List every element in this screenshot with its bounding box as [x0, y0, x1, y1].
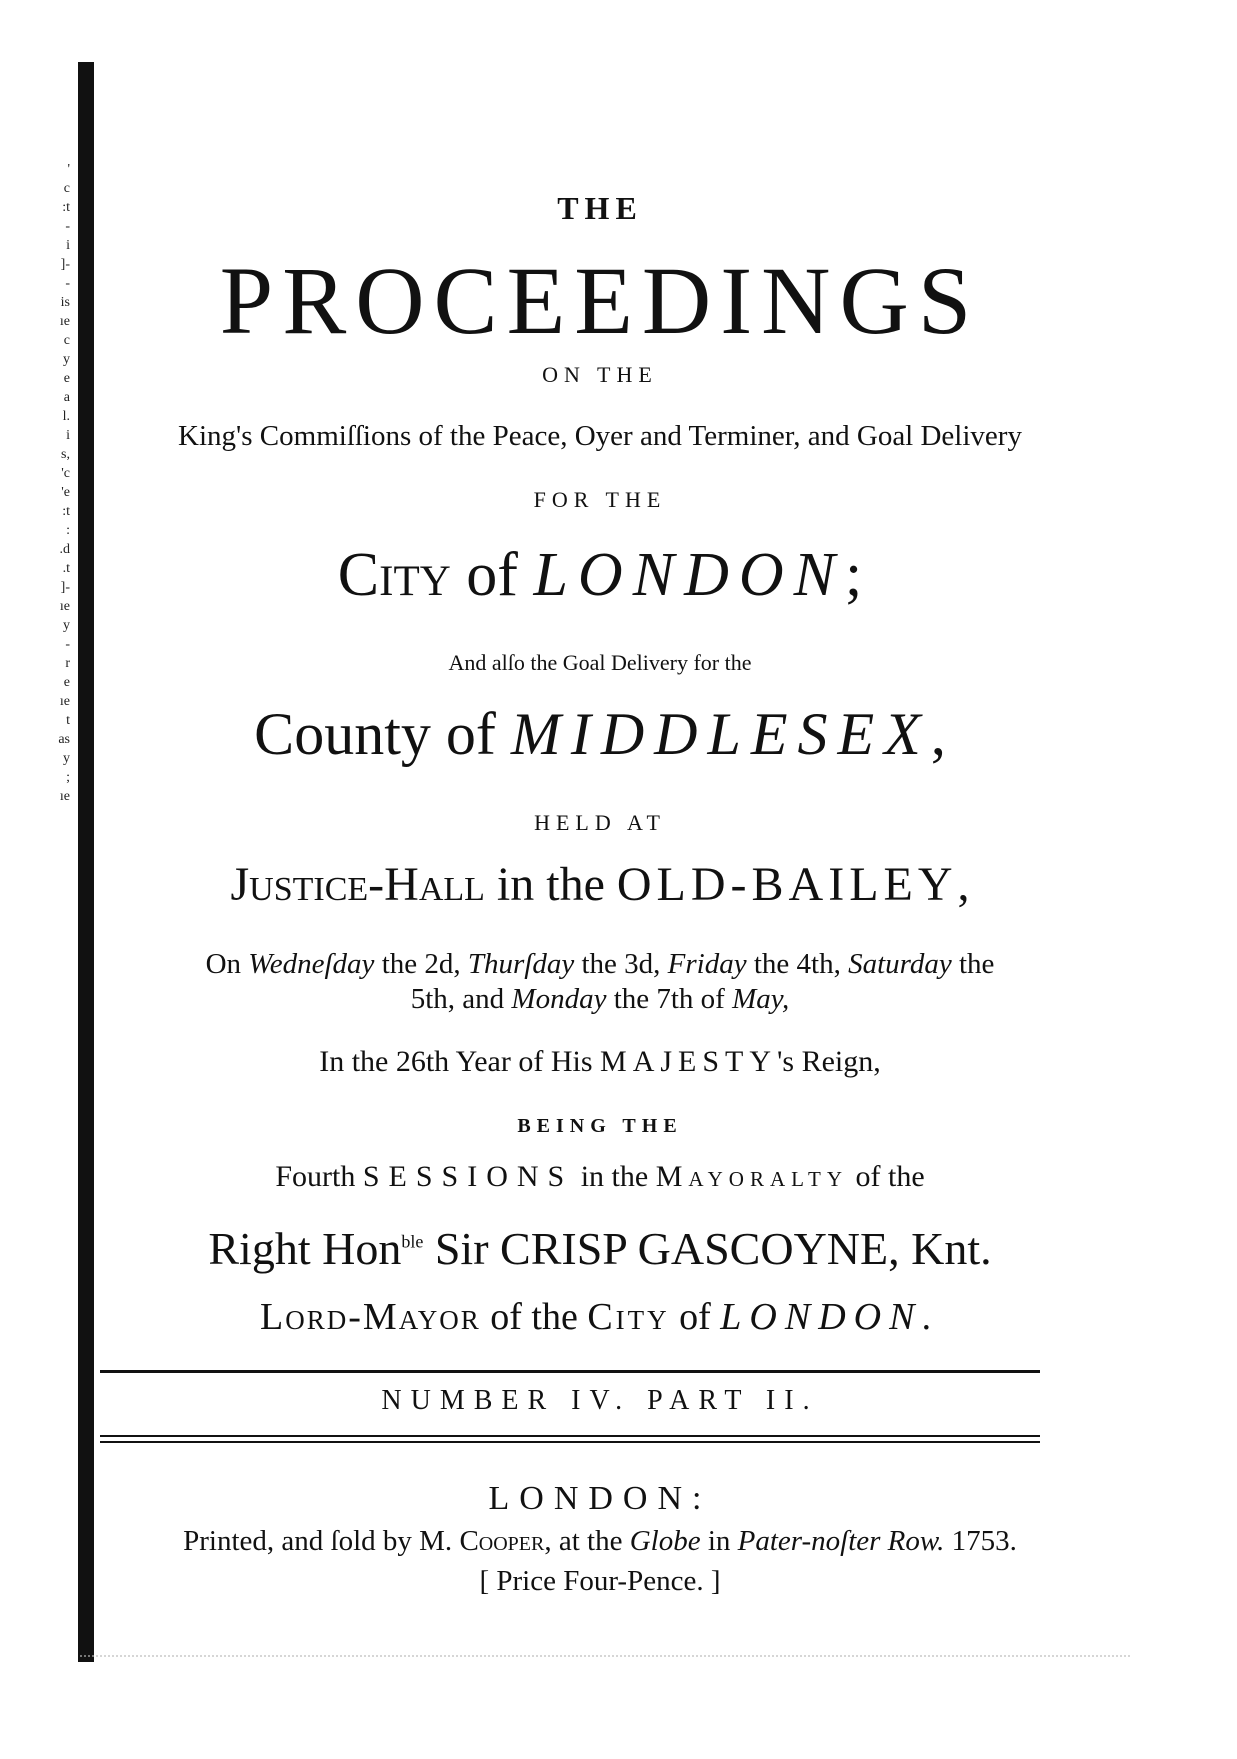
for-the-line: FOR THE — [533, 487, 667, 512]
lm-of: of — [679, 1296, 711, 1338]
margin-fragment: i — [66, 238, 70, 253]
imprint-year: 1753. — [951, 1525, 1017, 1557]
margin-fragment: :t — [62, 200, 70, 215]
margin-fragment: y — [63, 352, 70, 367]
city-of: of — [466, 541, 518, 609]
date-5th: 5th, and — [410, 983, 505, 1015]
lm-london: LONDON. — [720, 1296, 940, 1338]
dates-on: On — [205, 948, 242, 980]
imprint-in: in — [707, 1525, 731, 1557]
margin-fragment: is — [60, 295, 70, 310]
date-7th: the 7th of — [613, 983, 725, 1015]
price-line: [ Price Four-Pence. ] — [479, 1565, 721, 1597]
right-hon-line — [100, 1222, 1100, 1275]
binding-shadow — [78, 62, 94, 1662]
also-goal-line: And alſo the Goal Delivery for the — [448, 650, 752, 675]
mayor-name: Sir CRISP GASCOYNE, Knt. — [434, 1223, 992, 1274]
sessions-word: SESSIONS — [362, 1160, 574, 1193]
lm-of-the: of the — [490, 1296, 578, 1338]
margin-fragment: as — [58, 732, 70, 747]
margin-fragment: l. — [62, 409, 70, 424]
middlesex-name: MIDDLESEX — [510, 701, 931, 767]
bottom-rule-2 — [100, 1441, 1040, 1443]
margin-fragment: ]- — [60, 257, 70, 272]
london-name: LONDON — [533, 541, 845, 609]
margin-fragment: s, — [61, 447, 70, 462]
reign-line — [100, 1045, 1100, 1079]
day-saturday: Saturday — [848, 948, 952, 980]
county-of-middlesex — [100, 700, 1100, 769]
day-friday: Friday — [667, 948, 747, 980]
margin-fragment: e — [63, 675, 70, 690]
city-word: City — [337, 541, 451, 609]
justice-punct: , — [957, 858, 970, 911]
dates-line-1 — [100, 948, 1100, 981]
held-at-line: HELD AT — [534, 810, 666, 835]
date-the: the — [958, 948, 995, 980]
bottom-rule-1 — [100, 1435, 1040, 1437]
margin-fragment: ]- — [60, 580, 70, 595]
margin-fragment: .t — [62, 561, 70, 576]
heading-the: THE — [557, 190, 643, 226]
imprint-printed: Printed, and ſold by M. — [183, 1525, 453, 1557]
day-thursday: Thurſday — [467, 948, 575, 980]
margin-fragment: .d — [59, 542, 70, 557]
mayoralty-word: Mayoralty — [655, 1160, 849, 1193]
day-monday: Monday — [511, 983, 607, 1015]
in-the: in the — [496, 858, 605, 911]
lord-mayor-line — [100, 1295, 1100, 1339]
imprint-at-the: at the — [558, 1525, 623, 1557]
on-the-line: ON THE — [542, 362, 658, 387]
margin-fragment: c — [63, 333, 70, 348]
lm-city: City — [587, 1296, 670, 1338]
imprint-london: LONDON: — [488, 1480, 712, 1517]
city-punct: ; — [844, 541, 863, 609]
margin-fragment: e — [63, 371, 70, 386]
margin-fragment: y — [63, 618, 70, 633]
imprint-line — [100, 1525, 1100, 1558]
margin-fragments — [30, 160, 70, 806]
margin-fragment: c — [63, 181, 70, 196]
margin-fragment: ' — [67, 162, 70, 177]
day-wednesday: Wedneſday — [248, 948, 375, 980]
margin-fragment: ; — [66, 770, 70, 785]
right-hon: Right Hon — [208, 1223, 402, 1274]
heading-proceedings: PROCEEDINGS — [219, 247, 981, 354]
margin-fragment: - — [65, 219, 70, 234]
in-the-word: in the — [580, 1160, 649, 1193]
margin-fragment: - — [65, 276, 70, 291]
sessions-line — [100, 1160, 1100, 1194]
justice-hall: Justice-Hall — [230, 858, 485, 911]
being-the-line: BEING THE — [517, 1115, 683, 1137]
margin-fragment: i — [66, 428, 70, 443]
margin-fragment: t — [66, 713, 70, 728]
old-bailey: OLD-BAILEY — [616, 858, 958, 911]
justice-hall-line — [100, 857, 1100, 912]
margin-fragment: r — [65, 656, 70, 671]
margin-fragment: :t — [62, 504, 70, 519]
margin-fragment: - — [65, 637, 70, 652]
imprint-street: Pater-noſter Row. — [737, 1525, 945, 1557]
reign-majesty: MAJESTY — [600, 1045, 778, 1078]
imprint-cooper: Cooper, — [459, 1525, 552, 1557]
margin-fragment: a — [63, 390, 70, 405]
scan-noise — [80, 1655, 1130, 1669]
fourth-word: Fourth — [275, 1160, 356, 1193]
margin-fragment: : — [66, 523, 70, 538]
date-2d: the 2d, — [381, 948, 461, 980]
margin-fragment: 'c — [61, 466, 70, 481]
reign-post: 's Reign, — [777, 1045, 881, 1078]
imprint-globe: Globe — [629, 1525, 701, 1557]
hon-superscript: ble — [401, 1231, 424, 1252]
reign-pre: In the 26th Year of His — [319, 1045, 593, 1078]
margin-fragment: ıe — [59, 599, 70, 614]
county-word: County — [254, 701, 431, 767]
margin-fragment: ıe — [59, 694, 70, 709]
commissions-line: King's Commiſſions of the Peace, Oyer and Terminer, and Goal Delivery — [178, 420, 1022, 452]
date-4th: the 4th, — [753, 948, 841, 980]
month-may: May, — [732, 983, 790, 1015]
lord-mayor-word: Lord-Mayor — [260, 1296, 481, 1338]
county-punct: , — [930, 701, 946, 767]
number-part-line: NUMBER IV. PART II. — [381, 1385, 819, 1416]
margin-fragment: ıe — [59, 314, 70, 329]
top-rule — [100, 1370, 1040, 1373]
margin-fragment: ıe — [59, 789, 70, 804]
margin-fragment: 'e — [61, 485, 70, 500]
date-3d: the 3d, — [581, 948, 661, 980]
city-of-london — [100, 540, 1100, 611]
dates-line-2 — [100, 983, 1100, 1016]
county-of: of — [445, 701, 496, 767]
of-the-word: of the — [855, 1160, 925, 1193]
margin-fragment: y — [63, 751, 70, 766]
